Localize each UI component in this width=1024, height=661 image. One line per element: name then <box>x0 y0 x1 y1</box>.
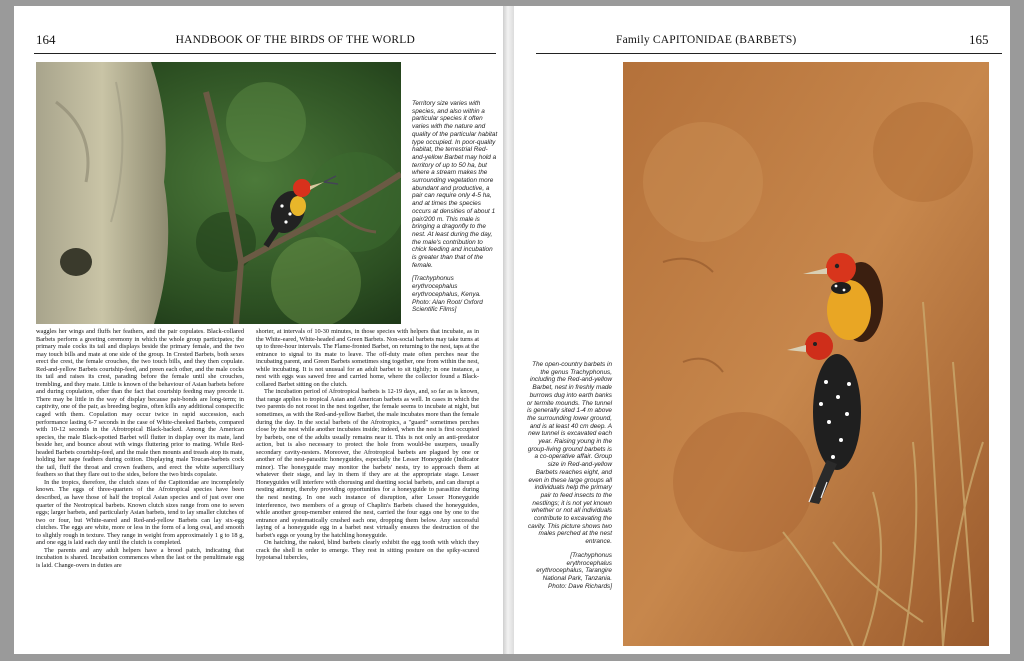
paragraph: waggles her wings and fluffs her feathers, and the pair copulates. Black-collared Barbets perform a greeting ceremony in which the whole group participates; the primary male cocks its tail and displays beside the primary female, and the two may touch bills and mate at one side of the group. In Crested Barbets, both sexes erect the crest, the female crouches, the two touch bills, and they then copulate. Red-and-yellow Barbets courtship-feed, and preen each other, and the male cocks its tail and raises its crest, parading before the female until she crouches, trembling, and they mate. Little is known of the behaviour of Asian barbets before and during copulation, other than the fact that courtship feeding may precede it. There may be little in the way of display because pair-bonds are long-term; in captivity, one of the pair, as breeding begins, often kills any additional conspecific caged with them. Copulation may occur twice in rapid succession, each performance lasting 6-7 seconds in the case of White-cheeked Barbets, compared with 10-12 seconds in the Afrotropical Black-backed. Among the American species, the male Black-spotted Barbet will flutter in display over its mate, land beside her, and bounce about with wings fluttering prior to mating. While Red-headed Barbets courtship-feed, and the male then mounts and treads atop its mate, holding her nape feathers during coition. Displaying male Toucan-barbets cock the tail, fluff the throat and crown feathers, and erect the white supercilliary feathers so that they flare out to the sides, before the two birds copulate. <box>36 328 244 479</box>
caption-left-species: [Trachyphonus erythrocephalus erythrocephalus, Kenya. <box>412 275 481 298</box>
page-number-left: 164 <box>36 32 56 47</box>
paragraph: On hatching, the naked, blind barbets clearly exhibit the egg tooth with which they crack the shell in order to emerge. They rest in sitting posture on the spiky-scured hypotarsal tubercles, <box>256 539 479 562</box>
paragraph: shorter, at intervals of 10-30 minutes, in those species with helpers that incubate, as in the White-eared, White-headed and Green Barbets. Non-social barbets may take turns at up to three-hour intervals. The Flame-fronted Barbet, on returning to the nest, taps at the entrance to signal to its mate to leave. The off-duty mate often perches near the incubating parent, and Green Barbets sometimes sing together, one from within the nest, while incubating. It is not unusual for an adult barbet to sit tightly; in one instance, a nest with eggs was sawed free and carried home, where the collector found a Black-collared Barbet sitting on the clutch. <box>256 328 479 388</box>
caption-right <box>524 361 612 596</box>
body-column-1 <box>36 328 244 650</box>
running-head-right: Family CAPITONIDAE (BARBETS) <box>616 34 797 46</box>
book-gutter <box>503 6 514 654</box>
barbet-on-branch-illustration <box>36 62 401 324</box>
caption-left-credit: Photo: Alan Root/ Oxford Scientific Films] <box>412 298 483 314</box>
body-column-2 <box>256 328 479 650</box>
right-page <box>514 6 1010 654</box>
paragraph: The incubation period of Afrotropical barbets is 12-19 days, and, so far as is known, that range applies to tropical Asian and American barbets as well. In cases in which the two parents do not roost in the nest together, the female seems to incubate at night, but sometimes, as with the Red-and-yellow Barbet, the male incubates more than the female during the day. In the social barbets of the Afrotropics, a "guard" sometimes perches close by the nest while another incubates inside; indeed, when the nest is first occupied by barbets, one of the adults usually remains near it. This is not only an anti-predator action, but is also necessary to protect the hole from would-be usurpers, usually secondary cavity-nesters. Moreover, the Afrotropical barbets are plagued by one or another of the nest-parasitic honeyguides, especially the Lesser Honeyguide (Indicator minor). The honeyguide may monitor the barbets' nests, try to approach them at whatever their stage, and lay in them if they are at the appropriate stage. Lesser Honeyguides will interfere with chorusing and duetting social barbets, and can disrupt a nesting attempt, thereby providing opportunities for a honeyguide to parasitize during the nest nesting. In one such instance of disruption, after Lesser Honeyguide interference, two members of a group of Chaplin's Barbets chased the honeyguides, while another group-member entered the nest, carried the four eggs one by one to the entrance and systematically crushed each one, dropping them below. Any successful laying of a honeyguide egg in a barbet nest virtually ensures the destruction of the barbet's eggs or young by the hatchling honeyguide. <box>256 388 479 539</box>
caption-left-text: Territory size varies with species, and also within a particular species it often varies with the nature and quality of the particular habitat type occupied. In poor-quality habitat, the terrestrial Red-and-yellow Barbet may hold a territory of up to 50 ha, but where a stream makes the surrounding vegetation more abundant and productive, a pair can require only 4-5 ha, and at times the species occurs at densities of about 1 pair/200 m. This male is bringing a dragonfly to the nest. At least during the day, the male's contribution to chick feeding and incubation is greater than that of the female. <box>412 100 498 269</box>
right-photo <box>623 62 989 646</box>
paragraph: In the tropics, therefore, the clutch sizes of the Capitonidae are incompletely known. The eggs of three-quarters of the Afrotropical species have been described, as have those of half the tropical Asian species and of just over one quarter of the Neotropical barbets. Known clutch sizes range from one to seven eggs; larger barbets, and particularly Asian barbets, tend to lay smaller clutches of two or four, but White-eared and Red-and-yellow Barbets can lay six-egg clutches. The eggs are white, more or less in the form of a long oval, and smooth to slightly rough in texture. They range in weight from approximately 1 g to 18 g, and one egg is laid each day until the clutch is completed. <box>36 478 244 547</box>
page-number-right: 165 <box>969 32 989 47</box>
left-page <box>14 6 503 654</box>
caption-right-text: The open-country barbets in the genus Trachyphonus, including the Red-and-yellow Barbet, nest in freshly made burrows dug into earth banks or termite mounds. The tunnel is generally sited 1-4 m above the surrounding lower ground, and is at least 40 cm deep. A new tunnel is excavated each year. Raising young in the group-living ground barbets is a co-operative affair. Group size in Red-and-yellow Barbets reaches eight, and even in these large groups all individuals help the primary pair to feed insects to the nestlings; it is not yet known whether or not all individuals contribute to excavating the cavity. This picture shows two males perched at the nest entrance. <box>526 361 612 546</box>
header-rule-right <box>536 53 1002 54</box>
header-rule-left <box>34 53 496 54</box>
running-head-left: HANDBOOK OF THE BIRDS OF THE WORLD <box>175 34 415 46</box>
caption-right-species: [Trachyphonus erythrocephalus erythrocephalus, Tarangire National Park, Tanzania. <box>536 551 612 582</box>
caption-left <box>412 100 498 320</box>
left-photo <box>36 62 401 324</box>
caption-right-credit: Photo: Dave Richards] <box>548 582 612 590</box>
barbets-at-burrow-illustration <box>623 62 989 646</box>
paragraph: The parents and any adult helpers have a brood patch, indicating that incubation is shared. Incubation commences when the last or the penultimate egg is laid. Change-overs in duties are <box>36 546 244 569</box>
